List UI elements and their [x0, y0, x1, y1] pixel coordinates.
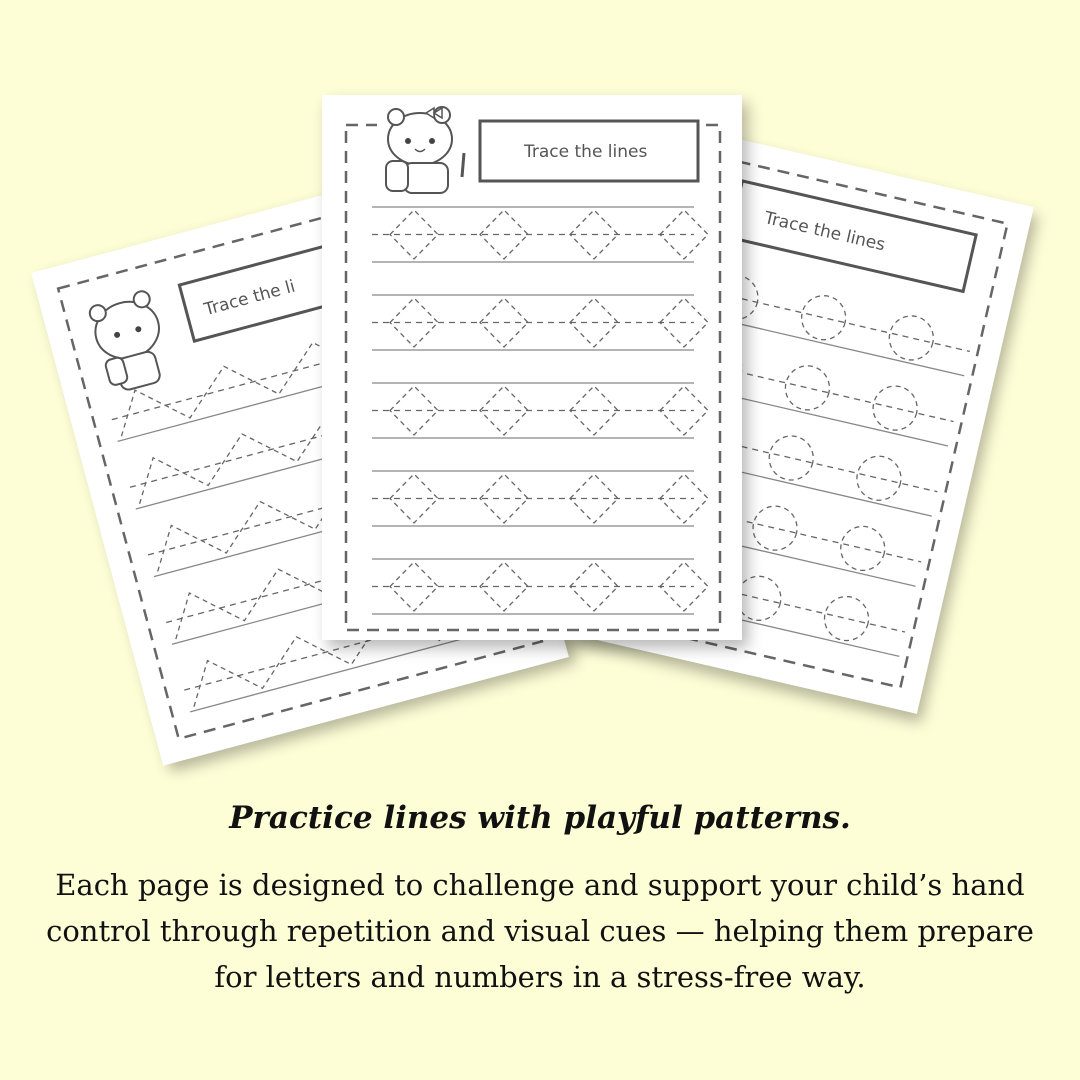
- worksheet-center-title: Trace the lines: [524, 142, 648, 162]
- bear-mascot-icon: [87, 289, 173, 394]
- worksheet-left-title: Trace the li: [202, 276, 298, 321]
- worksheet-right-title: Trace the lines: [762, 208, 887, 256]
- body-text: Each page is designed to challenge and support your child’s hand control through repetition and visual cues — helping them prepare for letters and numbers in a stress-free way.: [46, 868, 1034, 994]
- headline: Practice lines with playful patterns.: [229, 800, 851, 836]
- worksheet-center-art: [322, 95, 742, 640]
- worksheet-center: [322, 95, 742, 640]
